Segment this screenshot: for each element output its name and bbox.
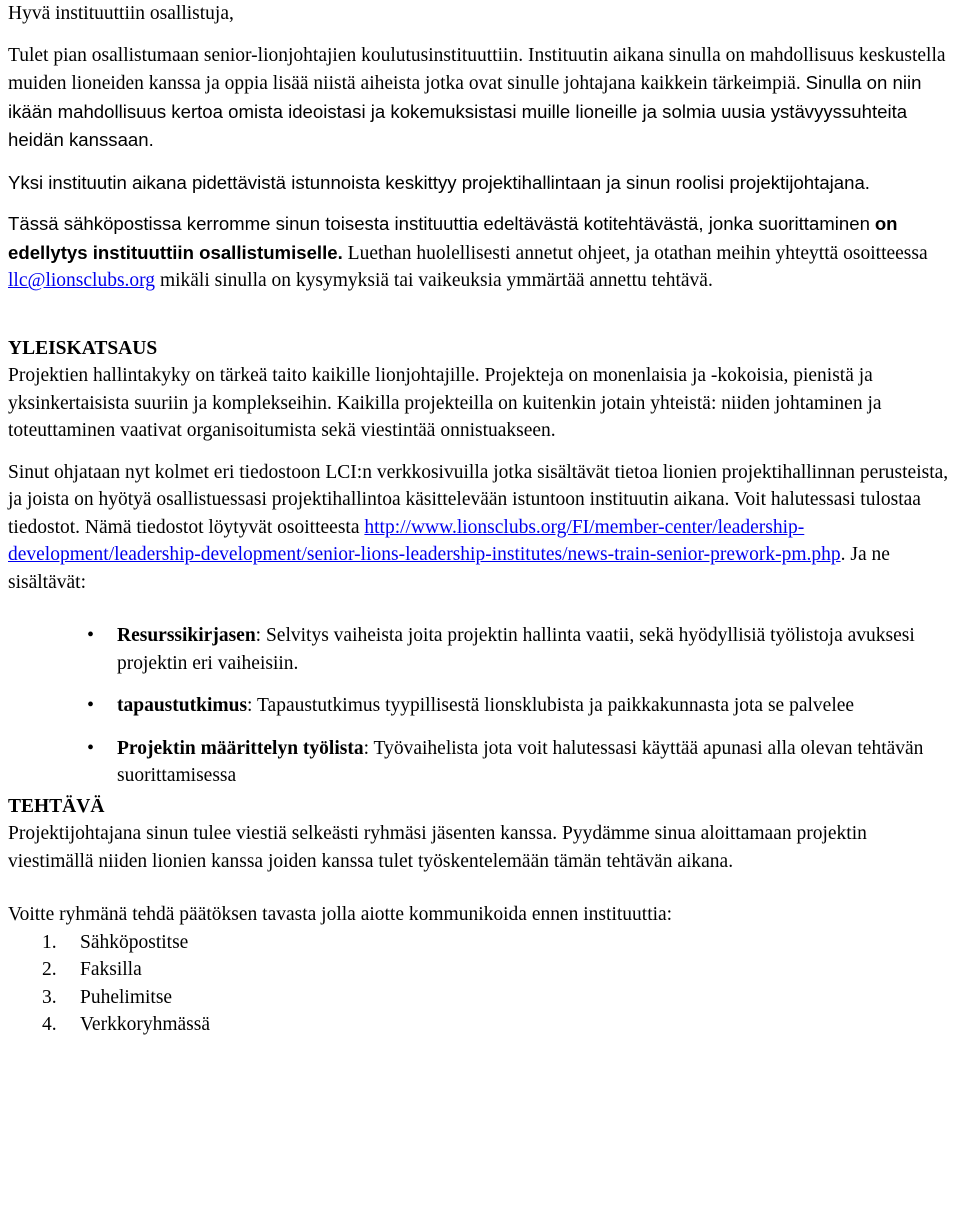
option-number: 1. (42, 931, 57, 953)
list-item (8, 929, 952, 957)
spacer (8, 445, 952, 459)
task-paragraph-1: Projektijohtajana sinun tulee viestiä selkeästi ryhmäsi jäsenten kanssa. Pyydämme sinua aloittamaan projektin viestimällä niiden lionien kanssa joiden kanssa tulet työskentelemään tämän tehtävän aikana. (8, 823, 867, 872)
resource-list (8, 622, 952, 790)
resource-text: : Työvaihelista jota voit halutessasi käyttää apunasi alla olevan tehtävän suorittamisessa (117, 737, 924, 786)
intro-p3-bold: on edellytys instituuttiin osallistumiselle. (8, 213, 898, 263)
option-label: Puhelimitse (80, 986, 173, 1008)
overview-paragraph-1: Projektien hallintakyky on tärkeä taito kaikille lionjohtajille. Projekteja on monenlaisia ja -kokoisia, pienistä ja yksinkertaisista suuriin ja komplekseihin. Kaikilla projekteilla on kuitenkin jotain yhteistä: niiden johtaminen ja toteuttaminen vaativat organisoitumista sekä viestintää onnistuakseen. (8, 365, 882, 441)
lci-files-link[interactable]: http://www.lionsclubs.org/FI/member-center/leadership-development/leadership-development/senior-lions-leadership-institutes/news-train-senior-prework-pm.php (8, 516, 841, 565)
intro-paragraph-3 (8, 210, 952, 295)
intro-p3-text-c: mikäli sinulla on kysymyksiä tai vaikeuksia ymmärtää annettu tehtävä. (159, 270, 713, 291)
overview-paragraph-2 (8, 459, 952, 597)
intro-p3-text-b: Luethan huolellisesti annetut ohjeet, ja otathan meihin yhteyttä osoitteessa (347, 242, 928, 264)
resource-title: Resurssikirjasen (117, 625, 256, 646)
list-item (8, 984, 952, 1012)
list-item (8, 692, 952, 720)
spacer (8, 596, 952, 622)
intro-paragraph-1 (8, 42, 952, 155)
spacer (8, 875, 952, 901)
intro-p3-text-a: Tässä sähköpostissa kerromme sinun toisesta instituuttia edeltävästä kotitehtävästä, jonka suorittaminen (8, 213, 870, 234)
task-heading: TEHTÄVÄ (8, 795, 105, 817)
email-link[interactable]: llc@lionsclubs.org (8, 270, 156, 291)
list-item (8, 1011, 952, 1039)
intro-text-sans: Sinulla on niin ikään mahdollisuus kertoa omista ideoistasi ja kokemuksistasi muille lioneille ja solmia uusia ystävyyssuhteita heidän kanssaan. (8, 72, 922, 150)
list-item (8, 735, 952, 790)
option-label: Verkkoryhmässä (80, 1014, 210, 1035)
task-paragraph-2: Voitte ryhmänä tehdä päätöksen tavasta jolla aiotte kommunikoida ennen instituuttia: (8, 904, 673, 925)
resource-title: Projektin määrittelyn työlista (117, 737, 364, 759)
option-label: Sähköpostitse (80, 931, 189, 953)
resource-text: : Selvitys vaiheista joita projektin hallinta vaatii, sekä hyödyllisiä työlistoja avuksesi projektin eri vaiheisiin. (117, 625, 915, 674)
intro-text-serif: Tulet pian osallistumaan senior-lionjohtajien koulutusinstituuttiin. Instituutin aikana sinulla on mahdollisuus keskustella muiden lioneiden kanssa ja oppia lisää niistä aiheista jotka ovat sinulle johtajana kaikkein tärkeimpiä. (8, 44, 946, 94)
overview-p2-text-a: Sinut ohjataan nyt kolmet eri tiedostoon LCI:n verkkosivuilla jotka sisältävät tietoa lionien projektihallinnan perusteista, ja joista on hyötyä osallistuessasi projektihallintoa käsittelevään istuntoon instituutin aikana. Voit halutessasi tulostaa tiedostot. Nämä tiedostot löytyvät osoitteesta (8, 461, 949, 538)
overview-p2-text-b: . Ja ne sisältävät: (8, 544, 890, 593)
spacer (8, 295, 952, 335)
resource-text: : Tapaustutkimus tyypillisestä lionsklubista ja paikkakunnasta jota se palvelee (247, 695, 855, 716)
greeting: Hyvä instituuttiin osallistuja, (8, 3, 234, 24)
option-number: 3. (42, 986, 57, 1008)
bullet-icon: • (87, 736, 95, 759)
option-number: 4. (42, 1014, 57, 1035)
list-item (8, 622, 952, 677)
resource-title: tapaustutkimus (117, 695, 248, 716)
communication-options (8, 929, 952, 1039)
spacer (8, 28, 952, 42)
option-number: 2. (42, 959, 57, 980)
bullet-icon: • (87, 694, 95, 716)
spacer (8, 155, 952, 169)
bullet-icon: • (87, 624, 95, 646)
overview-heading: YLEISKATSAUS (8, 337, 158, 359)
intro-paragraph-2: Yksi instituutin aikana pidettävistä istunnoista keskittyy projektihallintaan ja sinun roolisi projektijohtajana. (8, 171, 870, 193)
option-label: Faksilla (80, 959, 142, 980)
spacer (8, 196, 952, 210)
list-item (8, 956, 952, 984)
